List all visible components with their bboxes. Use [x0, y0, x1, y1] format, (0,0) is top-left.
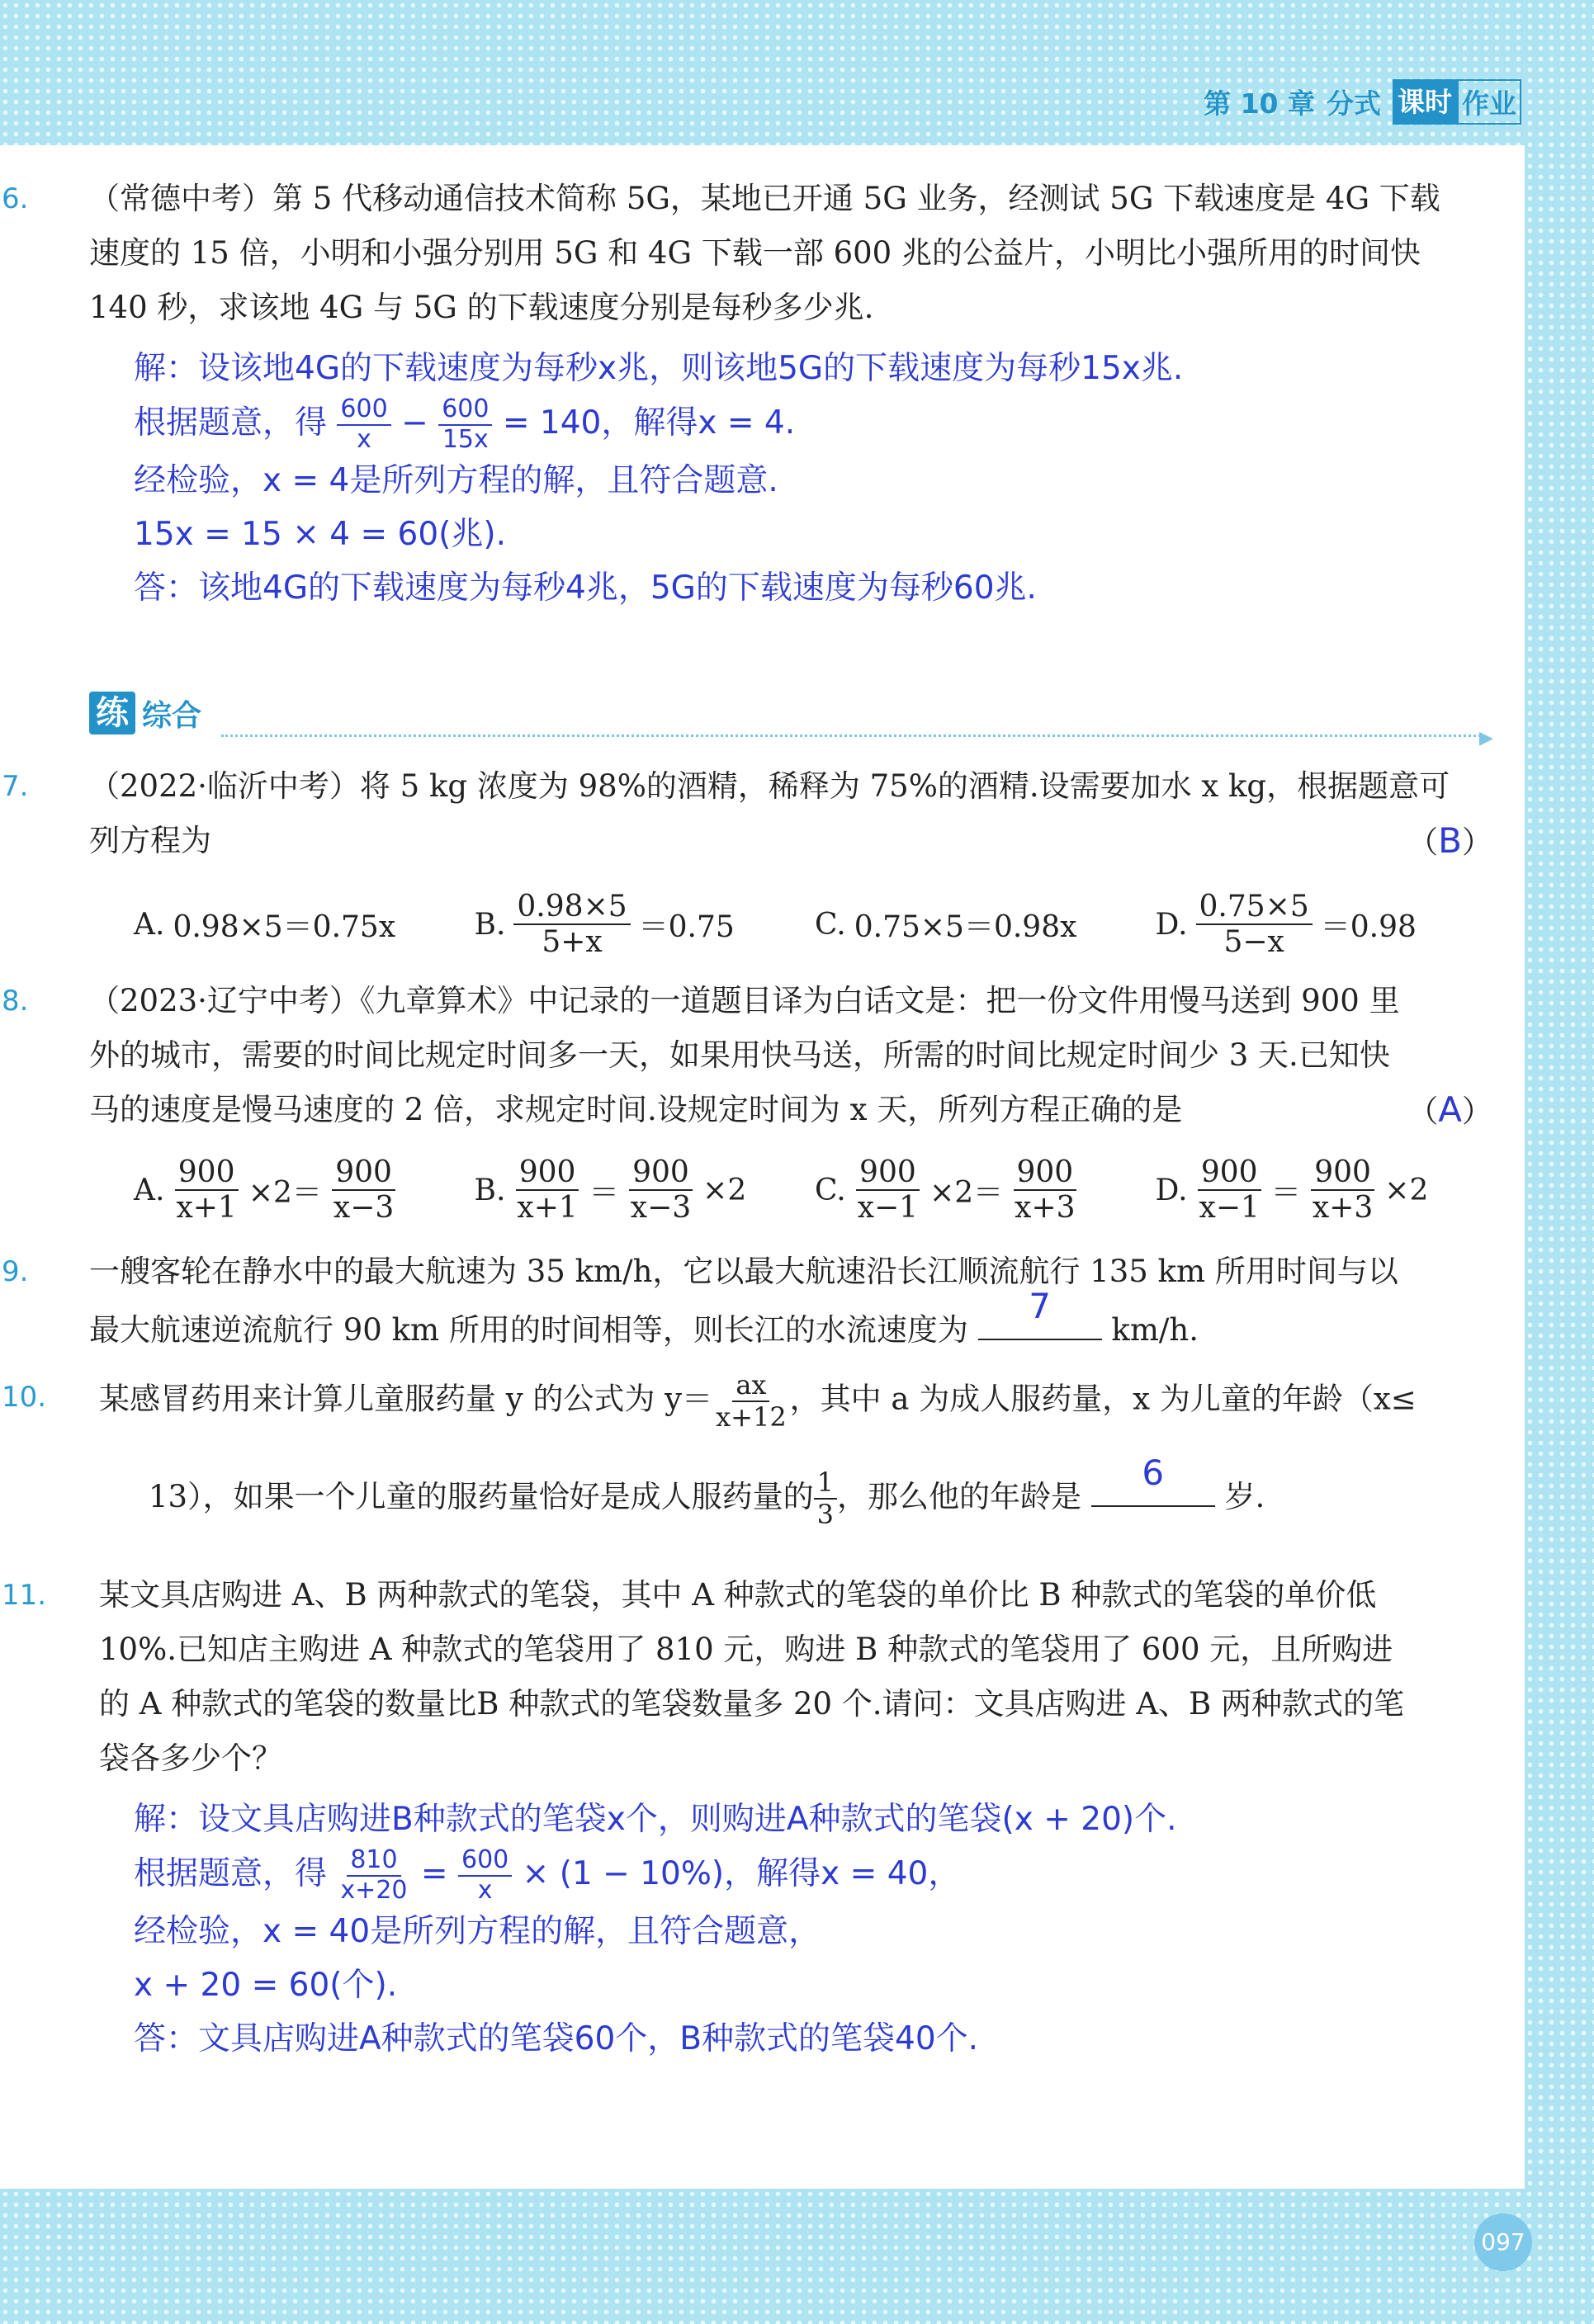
question-text: ，其中 a 为成人服药量，x 为儿童的年龄（x≤ — [789, 1381, 1417, 1417]
denominator: x−1 — [857, 1191, 919, 1226]
numerator: 600 — [438, 395, 492, 426]
brand-part-a: 课时 — [1393, 79, 1457, 125]
denominator: 15x — [442, 424, 489, 454]
question-8 — [2, 974, 1492, 1137]
right-dotted-band — [1525, 0, 1594, 2324]
options-8 — [134, 1155, 1496, 1226]
denominator: x+3 — [1312, 1191, 1374, 1226]
denominator: 5−x — [1223, 925, 1284, 960]
answer-line — [134, 1846, 1488, 1905]
question-text-line: （2023·辽宁中考）《九章算术》中记录的一道题目译为白话文是：把一份文件用慢马送到 900 里 — [89, 983, 1400, 1018]
question-text-line: 某文具店购进 A、B 两种款式的笔袋，其中 A 种款式的笔袋的单价比 B 种款式的笔袋的单价低 — [99, 1577, 1377, 1613]
option-text: ＝0.98 — [1320, 909, 1417, 944]
option-text: ＝0.75 — [638, 909, 735, 944]
option-c — [815, 1155, 1156, 1226]
option-text: ×2 — [702, 1173, 747, 1207]
answer-blank — [1091, 1452, 1215, 1507]
fraction — [814, 1467, 837, 1530]
option-label: D. — [1155, 907, 1188, 942]
option-label: B. — [474, 907, 506, 942]
option-text: ×2＝ — [929, 1175, 1004, 1210]
numerator: 900 — [1014, 1155, 1077, 1191]
question-text-line — [149, 1452, 1492, 1531]
minus-sign: − — [401, 404, 428, 442]
answer-text: 根据题意，得 — [134, 404, 328, 442]
numerator: 900 — [856, 1155, 920, 1191]
option-d — [1156, 1155, 1497, 1226]
formula-fraction — [712, 1370, 790, 1433]
numerator: 0.75×5 — [1196, 890, 1313, 925]
question-text-line: 140 秒，求该地 4G 与 5G 的下载速度分别是每秒多少兆. — [89, 290, 874, 325]
question-text: 13），如果一个儿童的服药量恰好是成人服药量的 — [149, 1478, 814, 1514]
answer-bracket — [1407, 1083, 1492, 1139]
options-7 — [134, 890, 1496, 960]
question-text-line: （2022·临沂中考）将 5 kg 浓度为 98%的酒精，稀释为 75%的酒精.设需要加水 x kg，根据题意可 — [89, 768, 1450, 804]
section-title: 综合 — [142, 698, 202, 733]
numerator: 900 — [516, 1155, 579, 1191]
question-text-line: 一艘客轮在静水中的最大航速为 35 km/h，它以最大航速沿长江顺流航行 135 km 所用时间与以 — [89, 1254, 1398, 1289]
filled-answer: 7 — [1029, 1286, 1051, 1326]
option-label: D. — [1155, 1173, 1188, 1207]
fraction — [627, 1155, 694, 1226]
numerator: 900 — [1311, 1155, 1374, 1191]
numerator: 900 — [1198, 1155, 1261, 1191]
numerator: ax — [732, 1370, 769, 1402]
answer-line: 经检验，x = 4是所列方程的解，且符合题意. — [134, 462, 778, 499]
bracket-open: （ — [1407, 1094, 1439, 1129]
fraction — [330, 1155, 397, 1226]
answer-line: 答：该地4G的下载速度为每秒4兆，5G的下载速度为每秒60兆. — [134, 569, 1037, 607]
answer-line: 解：设文具店购进B种款式的笔袋x个，则购进A种款式的笔袋(x + 20)个. — [134, 1801, 1177, 1838]
option-c — [815, 890, 1156, 960]
answer-11 — [134, 1793, 1488, 2066]
option-a — [134, 1155, 475, 1226]
answer-text: 根据题意，得 — [134, 1855, 328, 1892]
denominator: x+12 — [716, 1401, 787, 1433]
denominator: x — [477, 1875, 493, 1905]
question-text-line — [89, 814, 1492, 868]
question-10 — [2, 1369, 1492, 1531]
option-text: ＝ — [589, 1175, 619, 1210]
arrow-right-icon: ▶ — [1479, 728, 1493, 749]
question-text: 某感冒药用来计算儿童服药量 y 的公式为 y＝ — [99, 1381, 713, 1417]
brand-logo — [1393, 79, 1521, 125]
section-divider — [221, 735, 1481, 737]
practice-icon: 练 — [89, 692, 135, 735]
selected-answer: B — [1438, 820, 1462, 861]
denominator: x — [357, 424, 371, 454]
fraction — [337, 1846, 410, 1905]
option-text: 0.75×5＝0.98x — [854, 909, 1077, 944]
chapter-number: 第 10 章 — [1204, 87, 1315, 120]
fraction — [337, 395, 390, 454]
denominator: 5+x — [542, 925, 603, 960]
option-text: ×2 — [1384, 1173, 1429, 1207]
question-number: 8. — [2, 985, 29, 1018]
option-b — [475, 1155, 816, 1226]
numerator: 900 — [332, 1155, 395, 1191]
question-text: km/h. — [1111, 1312, 1199, 1348]
answer-6 — [134, 342, 1488, 615]
question-text-line — [89, 1286, 1492, 1358]
selected-answer: A — [1438, 1089, 1462, 1130]
option-text: ×2＝ — [248, 1175, 322, 1210]
denominator: x−3 — [333, 1191, 395, 1226]
equals-sign: = — [420, 1855, 448, 1892]
question-text-line — [99, 1370, 1492, 1433]
option-text: 0.98×5＝0.75x — [173, 909, 396, 944]
question-text-line: 袋各多少个？ — [99, 1741, 282, 1776]
numerator: 1 — [814, 1467, 837, 1500]
fraction — [438, 395, 492, 454]
question-text-line: （常德中考）第 5 代移动通信技术简称 5G，某地已开通 5G 业务，经测试 5G 下载速度是 4G 下载 — [89, 181, 1440, 216]
answer-line: x + 20 = 60(个). — [134, 1967, 398, 2004]
numerator: 0.98×5 — [513, 890, 630, 925]
bracket-close: ） — [1462, 824, 1492, 860]
numerator: 900 — [629, 1155, 693, 1191]
fraction — [173, 1155, 239, 1226]
answer-text: × (1 − 10%)，解得x = 40， — [522, 1855, 961, 1892]
question-text-line — [89, 1083, 1492, 1137]
fraction — [513, 1155, 580, 1226]
answer-line: 经检验，x = 40是所列方程的解，且符合题意， — [134, 1913, 821, 1950]
option-d — [1156, 890, 1497, 960]
section-header — [89, 692, 201, 735]
option-label: A. — [134, 907, 165, 942]
fraction — [513, 890, 630, 960]
answer-line: 答：文具店购进A种款式的笔袋60个，B种款式的笔袋40个. — [134, 2020, 979, 2057]
answer-line — [134, 395, 1488, 454]
question-6 — [2, 172, 1492, 335]
filled-answer: 6 — [1142, 1452, 1165, 1493]
option-label: A. — [134, 1173, 165, 1207]
denominator: x−3 — [630, 1191, 692, 1226]
question-text-line: 速度的 15 倍，小明和小强分别用 5G 和 4G 下载一部 600 兆的公益片，小明比小强所用的时间快 — [89, 235, 1421, 271]
question-number: 6. — [2, 182, 29, 215]
denominator: x+20 — [340, 1875, 408, 1905]
answer-line: 解：设该地4G的下载速度为每秒x兆，则该地5G的下载速度为每秒15x兆. — [134, 350, 1184, 387]
answer-text: = 140，解得x = 4. — [502, 404, 796, 442]
page-number: 097 — [1474, 2213, 1532, 2271]
fraction — [1309, 1155, 1376, 1226]
denominator: x−1 — [1199, 1191, 1260, 1226]
option-label: C. — [815, 1173, 846, 1207]
denominator: x+1 — [176, 1191, 237, 1226]
question-number: 10. — [2, 1381, 47, 1414]
numerator: 600 — [458, 1846, 512, 1877]
fraction — [1011, 1155, 1078, 1226]
option-label: B. — [474, 1173, 506, 1207]
bracket-open: （ — [1407, 824, 1439, 860]
brand-part-b: 作业 — [1457, 79, 1521, 125]
fraction — [458, 1846, 512, 1905]
question-text-line: 外的城市，需要的时间比规定时间多一天，如果用快马送，所需的时间比规定时间少 3 天.已知快 — [89, 1037, 1390, 1073]
question-text: 岁. — [1224, 1478, 1265, 1514]
question-7 — [2, 759, 1492, 868]
question-number: 11. — [2, 1579, 47, 1612]
question-text: ，那么他的年龄是 — [836, 1478, 1081, 1514]
question-text: 列方程为 — [89, 823, 211, 858]
fraction — [1196, 1155, 1263, 1226]
numerator: 810 — [347, 1846, 400, 1877]
option-text: ＝ — [1270, 1175, 1301, 1210]
numerator: 600 — [337, 395, 390, 426]
fraction — [1196, 890, 1313, 960]
bottom-dotted-band — [0, 2189, 1594, 2324]
question-9 — [2, 1245, 1492, 1358]
question-text: 最大航速逆流航行 90 km 所用的时间相等，则长江的水流速度为 — [89, 1312, 968, 1348]
answer-line: 15x = 15 × 4 = 60(兆). — [134, 516, 507, 553]
option-b — [475, 890, 816, 960]
question-number: 7. — [2, 770, 29, 803]
answer-blank — [978, 1286, 1102, 1340]
question-text-line: 10%.已知店主购进 A 种款式的笔袋用了 810 元，购进 B 种款式的笔袋用了 600 元，且所购进 — [99, 1632, 1393, 1667]
option-label: C. — [815, 907, 846, 942]
bracket-close: ） — [1462, 1094, 1492, 1129]
chapter-topic: 分式 — [1327, 87, 1381, 120]
question-text: 马的速度是慢马速度的 2 倍，求规定时间.设规定时间为 x 天，所列方程正确的是 — [89, 1092, 1183, 1127]
question-11 — [2, 1568, 1492, 1786]
fraction — [854, 1155, 921, 1226]
denominator: x+1 — [517, 1191, 578, 1226]
denominator: x+3 — [1015, 1191, 1076, 1226]
chapter-header — [1204, 79, 1521, 125]
numerator: 900 — [175, 1155, 239, 1191]
denominator: 3 — [816, 1499, 834, 1531]
question-number: 9. — [2, 1255, 29, 1288]
option-a — [134, 890, 475, 960]
question-text-line: 的 A 种款式的笔袋的数量比B 种款式的笔袋数量多 20 个.请问：文具店购进 A、B 两种款式的笔 — [99, 1686, 1404, 1722]
answer-bracket — [1407, 814, 1492, 870]
